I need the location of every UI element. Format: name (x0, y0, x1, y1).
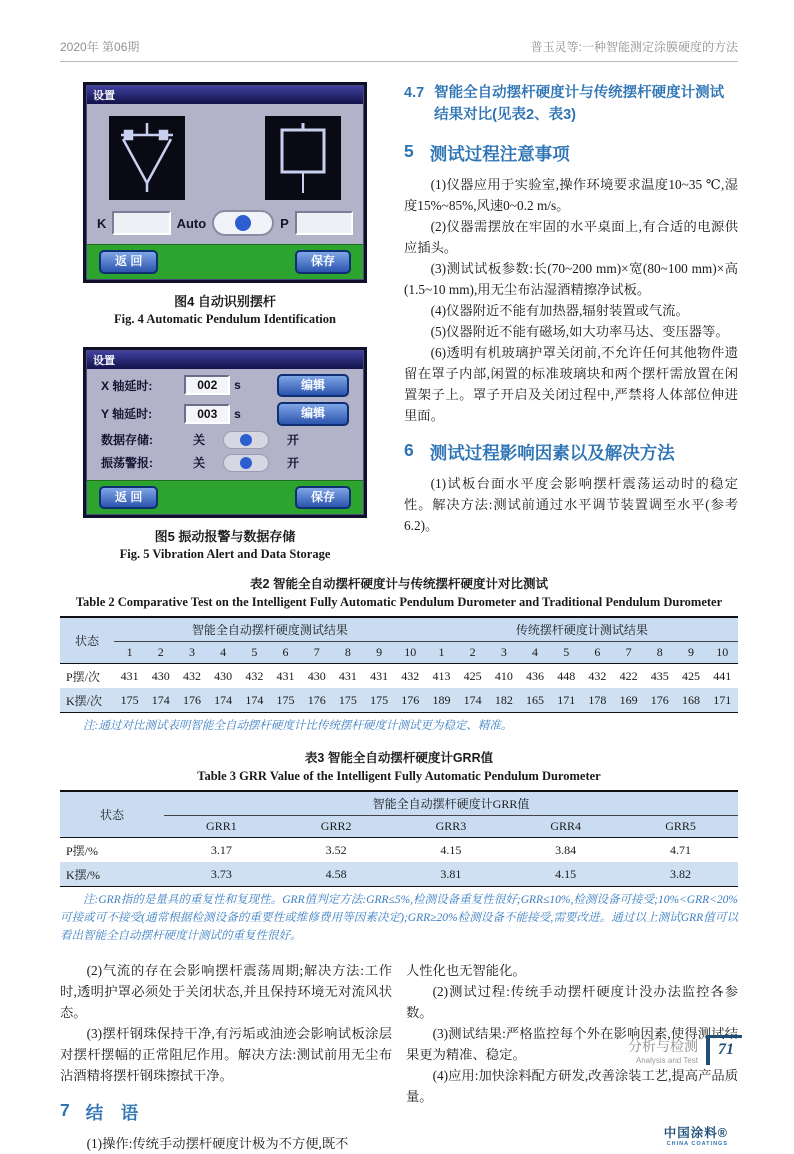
table3-col-header: GRR2 (320, 819, 352, 834)
footer-section-en: Analysis and Test (635, 1055, 698, 1065)
vibration-alert-toggle (223, 454, 269, 472)
figure4-titlebar: 设置 (87, 86, 363, 104)
table2-cell: 176 (401, 692, 420, 707)
table2-cell: 431 (120, 668, 139, 683)
table2-col-header: 7 (625, 645, 632, 660)
table2-row-label: P摆/次 (66, 669, 101, 684)
back-button: 返 回 (99, 250, 158, 274)
table3-cell: 3.84 (555, 842, 577, 857)
x-delay-unit: s (234, 378, 241, 393)
left-column (60, 82, 390, 562)
table2-col-header: 4 (532, 645, 539, 660)
table2-cell: 430 (151, 668, 170, 683)
figure5-caption-en: Fig. 5 Vibration Alert and Data Storage (119, 547, 331, 562)
table3-title-zh: 表3 智能全自动摆杆硬度计GRR值 (304, 751, 494, 766)
k-label: K (97, 215, 107, 231)
table3-row (60, 838, 738, 863)
section-number: 4.7 (404, 85, 425, 101)
k-pendulum-icon (113, 121, 181, 195)
figure5-caption-zh: 图5 振动报警与数据存储 (154, 529, 296, 545)
table3-block (60, 748, 738, 945)
table2-group-traditional: 传统摆杆硬度计测试结果 (426, 617, 738, 642)
p-pendulum-image (265, 116, 341, 200)
paragraph: (1)操作:传统手动摆杆硬度计极为不方便,既不 (86, 1135, 349, 1151)
table3-cell: 3.81 (440, 866, 462, 881)
save-button: 保存 (295, 250, 351, 274)
table2-cell: 175 (338, 692, 357, 707)
table2-cell: 425 (463, 668, 482, 683)
figure5-titlebar: 设置 (87, 351, 363, 369)
p-value-input (295, 211, 353, 235)
table3-cell: 4.58 (325, 866, 347, 881)
table2-cell: 171 (713, 692, 732, 707)
paragraph: (5)仪器附近不能有磁场,如大功率马达、变压器等。 (430, 323, 729, 339)
table2-cell: 171 (557, 692, 576, 707)
table2-col-header: 3 (188, 645, 195, 660)
table3-state-header: 状态 (99, 808, 124, 823)
table2-cell: 436 (526, 668, 545, 683)
table2-cell: 178 (588, 692, 607, 707)
figure4-screenshot (83, 82, 367, 283)
table2-col-header: 7 (313, 645, 320, 660)
k-pendulum-image (109, 116, 185, 200)
y-delay-value: 003 (184, 404, 230, 424)
table2-cell: 431 (276, 668, 295, 683)
table2-cell: 431 (338, 668, 357, 683)
page-header (60, 38, 738, 62)
issue-label: 2020年 第06期 (60, 40, 140, 54)
paragraph: (2)测试过程:传统手动摆杆硬度计没办法监控各参数。 (406, 983, 738, 1020)
paragraph: (2)仪器需摆放在牢固的水平桌面上,有合适的电源供应插头。 (404, 218, 738, 255)
right-column (404, 82, 738, 562)
footer-section-zh: 分析与检测 (628, 1037, 698, 1054)
table2-col-header: 8 (656, 645, 663, 660)
table2-cell: 175 (276, 692, 295, 707)
y-delay-label: Y 轴延时: (101, 407, 153, 422)
table3 (60, 790, 738, 887)
table2-cell: 174 (245, 692, 264, 707)
table3-col-header: GRR3 (435, 819, 467, 834)
table2-cell: 174 (463, 692, 482, 707)
running-title: 普玉灵等:一种智能测定涂膜硬度的方法 (530, 40, 738, 54)
table2-cell: 432 (182, 668, 201, 683)
table2-state-header: 状态 (74, 634, 99, 649)
table3-note: 注:GRR指的是量具的重复性和复现性。GRR值判定方法:GRR≤5%,检测设备重复性很好;GRR≤10%,检测设备可接受;10%<GRR<20%可接或可不接受(通常根据检测设备的重要性或维修费用等因素决定);GRR≥20%检测设备不能接受,需要改进。通过以上测试GRR值可以看出智能全自动摆杆硬度计测试的重复性很好。 (60, 894, 738, 942)
table2-cell: 169 (619, 692, 638, 707)
auto-toggle (212, 210, 274, 236)
section-number: 7 (60, 1099, 70, 1120)
table2-row (60, 664, 738, 689)
table3-body (60, 838, 738, 887)
vibration-alert-off: 关 (192, 456, 205, 471)
vibration-alert-label: 振荡警报: (101, 456, 153, 471)
vibration-alert-on: 开 (286, 456, 299, 471)
table2-col-header: 6 (282, 645, 289, 660)
section-6-heading (404, 440, 738, 465)
table3-col-header: GRR1 (206, 819, 237, 834)
table3-cell: 3.82 (670, 866, 692, 881)
table2-cell: 413 (432, 668, 451, 683)
bottom-left-column (60, 960, 392, 1154)
table3-row-label: K摆/% (66, 867, 100, 882)
table3-row (60, 862, 738, 887)
table2-cell: 448 (557, 668, 576, 683)
table2-cell: 435 (650, 668, 669, 683)
paragraph: (4)仪器附近不能有加热器,辐射装置或气流。 (430, 302, 689, 318)
table2-title-en: Table 2 Comparative Test on the Intelligent Fully Automatic Pendulum Durometer and Traditional Pendulum Durometer (75, 595, 723, 610)
table2-cell: 430 (214, 668, 233, 683)
table2-cell: 168 (681, 692, 700, 707)
table2-col-header: 4 (220, 645, 227, 660)
table2-col-header: 8 (344, 645, 351, 660)
paragraph: (3)测试试板参数:长(70~200 mm)×宽(80~100 mm)×高(1.5~10 mm),用无尘布沾湿酒精擦净试板。 (404, 260, 738, 297)
page-number: 71 (706, 1035, 742, 1065)
section-title: 测试过程注意事项 (429, 143, 570, 164)
section-7-heading (60, 1100, 392, 1125)
table2-col-header: 2 (469, 645, 476, 660)
table2-col-header: 9 (376, 645, 383, 660)
table2-title-zh: 表2 智能全自动摆杆硬度计与传统摆杆硬度计对比测试 (250, 577, 548, 592)
table2-cell: 175 (120, 692, 139, 707)
auto-label: Auto (176, 215, 207, 231)
paragraph: (3)测试结果:严格监控每个外在影响因素,使得测试结果更为精准、稳定。 (406, 1025, 738, 1062)
table2-cell: 441 (713, 668, 732, 683)
table2-cell: 176 (182, 692, 201, 707)
table2-cell: 174 (214, 692, 233, 707)
table3-cell: 3.73 (210, 866, 232, 881)
toggle-dot-icon (240, 434, 252, 446)
table2-col-header: 1 (438, 645, 445, 660)
x-delay-value: 002 (184, 375, 230, 395)
section-number: 5 (404, 140, 414, 161)
table3-cell: 4.15 (440, 842, 462, 857)
section-title: 智能全自动摆杆硬度计与传统摆杆硬度计测试结果对比(见表2、表3) (434, 85, 725, 124)
data-storage-off: 关 (192, 433, 205, 448)
table2-cell: 175 (370, 692, 389, 707)
table2-cell: 431 (370, 668, 389, 683)
section-title: 测试过程影响因素以及解决方法 (429, 442, 675, 463)
table3-cell: 4.15 (555, 866, 577, 881)
toggle-dot-icon (240, 457, 252, 469)
figure4-caption-zh: 图4 自动识别摆杆 (174, 293, 276, 309)
y-delay-unit: s (234, 406, 241, 421)
toggle-dot-icon (235, 215, 251, 231)
table3-title-en: Table 3 GRR Value of the Intelligent Fully Automatic Pendulum Durometer (197, 769, 601, 784)
table2-subheader-row (60, 642, 738, 664)
save-button: 保存 (295, 486, 351, 510)
table3-cell: 4.71 (670, 842, 692, 857)
section-title: 结 语 (85, 1102, 139, 1123)
table3-row-label: P摆/% (66, 843, 99, 858)
section-5-heading (404, 141, 738, 166)
table2-col-header: 2 (157, 645, 164, 660)
x-delay-label: X 轴延时: (101, 378, 153, 393)
paragraph: (3)摆杆钢珠保持干净,有污垢或油迹会影响试板涂层对摆杆摆幅的正常阻尼作用。解决方法:测试前用无尘布沾酒精将摆杆钢珠擦拭干净。 (60, 1025, 392, 1083)
table2-row (60, 688, 738, 713)
page-footer (628, 1035, 742, 1065)
edit-button-y: 编辑 (277, 402, 349, 426)
paragraph: (6)透明有机玻璃护罩关闭前,不允许任何其他物件遗留在罩子内部,闲置的标准玻璃块和两个摆杆需放置在闲置架子上。罩子开启及关闭过程中,严禁将人体部位伸进里面。 (404, 344, 738, 423)
table2-cell: 176 (650, 692, 669, 707)
table3-cell: 3.17 (210, 842, 232, 857)
section-number: 6 (404, 439, 414, 460)
back-button: 返 回 (99, 486, 158, 510)
table2-group-intelligent: 智能全自动摆杆硬度测试结果 (114, 617, 426, 642)
table2-cell: 176 (307, 692, 326, 707)
table3-col-header: GRR5 (665, 819, 696, 834)
paragraph: (4)应用:加快涂料配方研发,改善涂装工艺,提高产品质量。 (406, 1067, 738, 1104)
data-storage-toggle (223, 431, 269, 449)
table2-col-header: 5 (251, 645, 258, 660)
logo-text-en: CHINA COATINGS (666, 1140, 728, 1147)
table2-cell: 410 (494, 668, 513, 683)
table2-col-header: 10 (716, 645, 729, 660)
paragraph: (2)气流的存在会影响摆杆震荡周期;解决方法:工作时,透明护罩必须处于关闭状态,并且保持环境无对流风状态。 (60, 962, 392, 1020)
table2-row-label: K摆/次 (66, 693, 103, 708)
p-label: P (280, 215, 289, 231)
table2-cell: 165 (526, 692, 545, 707)
table3-group-header: 智能全自动摆杆硬度计GRR值 (164, 791, 738, 816)
table2-col-header: 6 (594, 645, 601, 660)
table2-body (60, 664, 738, 713)
edit-button-x: 编辑 (277, 374, 349, 398)
paragraph: (1)试板台面水平度会影响摆杆震荡运动时的稳定性。解决方法:测试前通过水平调节装置调至水平(参考6.2)。 (404, 475, 738, 533)
logo-text-zh: 中国涂料® (663, 1125, 728, 1140)
table2-cell: 432 (245, 668, 264, 683)
table2-cell: 432 (588, 668, 607, 683)
table2-note: 注:通过对比测试表明智能全自动摆杆硬度计比传统摆杆硬度计测试更为稳定、精准。 (83, 720, 513, 733)
figure5-screenshot (83, 347, 367, 519)
table3-col-header: GRR4 (550, 819, 582, 834)
table2-cell: 422 (619, 668, 638, 683)
table2-col-header: 9 (687, 645, 694, 660)
paragraph: 人性化也无智能化。 (406, 962, 526, 978)
table2-cell: 432 (401, 668, 420, 683)
china-coatings-logo (406, 1123, 738, 1147)
table2-cell: 430 (307, 668, 326, 683)
section-4-7-heading (404, 82, 738, 127)
figure4-caption-en: Fig. 4 Automatic Pendulum Identification (114, 311, 336, 326)
table2-cell: 182 (494, 692, 513, 707)
paragraph: (1)仪器应用于实验室,操作环境要求温度10~35 ℃,湿度15%~85%,风速0~0.2 m/s。 (404, 176, 738, 213)
table2-block (60, 574, 738, 736)
table2-col-header: 1 (126, 645, 133, 660)
table2-cell: 189 (432, 692, 451, 707)
table2-col-header: 5 (563, 645, 570, 660)
table2-col-header: 10 (404, 645, 417, 660)
k-value-input (112, 211, 170, 235)
table2 (60, 616, 738, 713)
table2-cell: 174 (151, 692, 170, 707)
p-pendulum-icon (269, 121, 337, 195)
table2-cell: 425 (681, 668, 700, 683)
table2-col-header: 3 (500, 645, 507, 660)
data-storage-on: 开 (286, 433, 299, 448)
data-storage-label: 数据存储: (101, 433, 153, 448)
table3-cell: 3.52 (325, 842, 347, 857)
